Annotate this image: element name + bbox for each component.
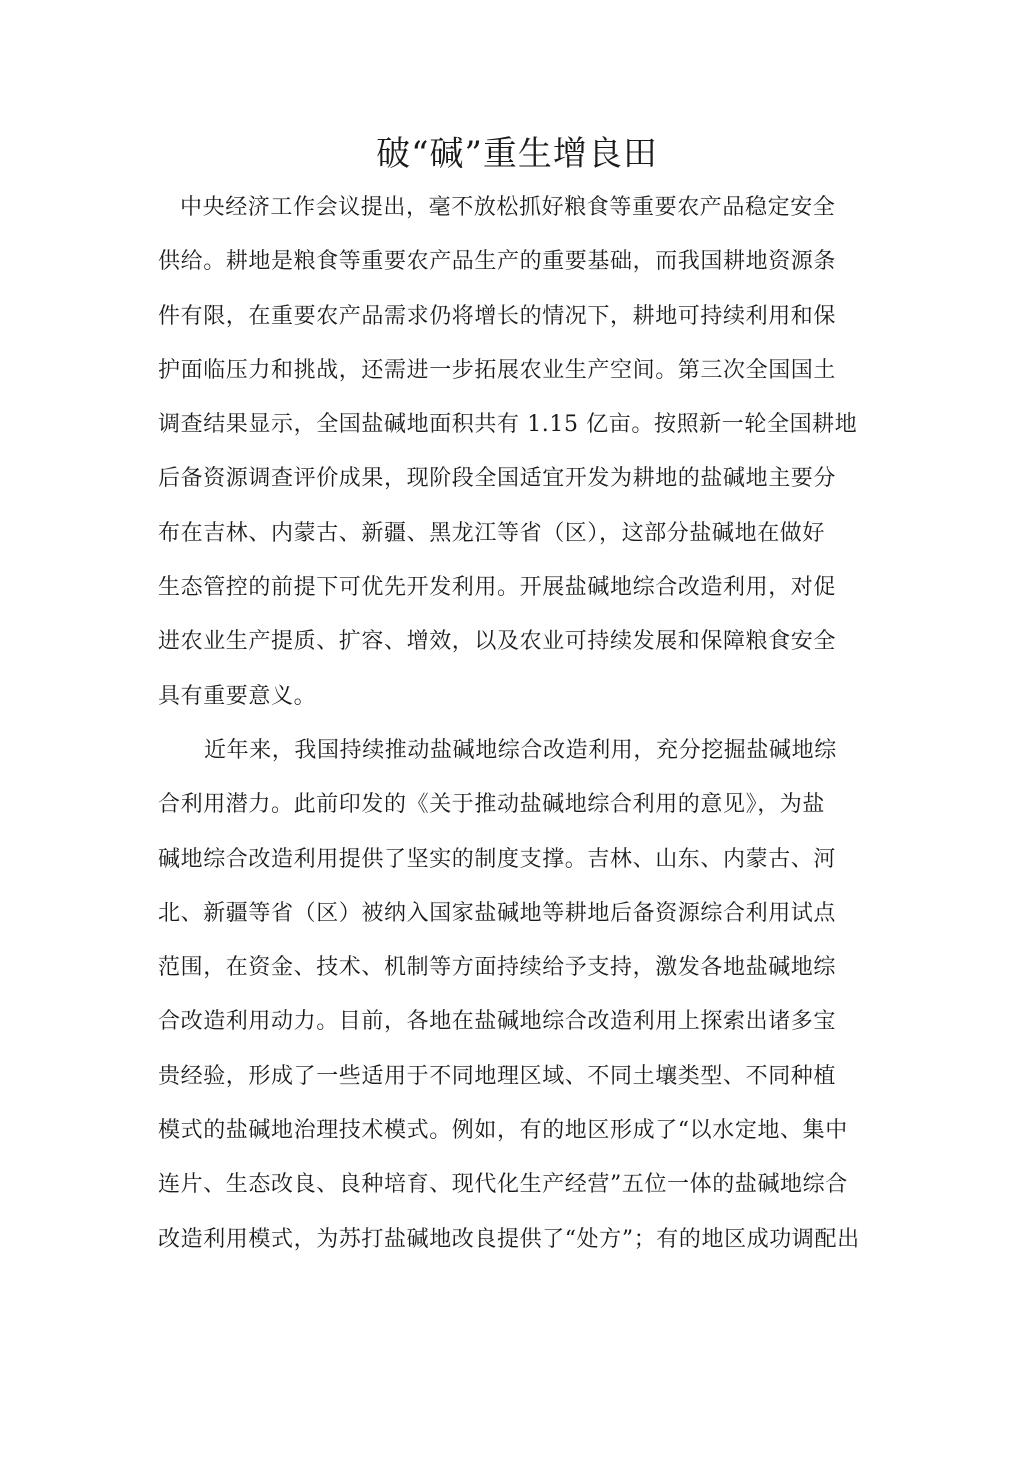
text-line: 近年来，我国持续推动盐碱地综合改造利用，充分挖掘盐碱地综 [204,737,837,763]
text-line: 中央经济工作会议提出，毫不放松抓好粮食等重要农产品稳定安全 [180,195,836,220]
text-line: 调查结果显示，全国盐碱地面积共有 1.15 亿亩。按照新一轮全国耕地 [158,412,858,438]
text-line: 具有重要意义。 [158,683,317,709]
paragraph-2 [158,724,878,1267]
text-line: 贵经验，形成了一些适用于不同地理区域、不同土壤类型、不同种植 [158,1063,837,1089]
text-line: 北、新疆等省（区）被纳入国家盐碱地等耕地后备资源综合利用试点 [158,900,837,926]
document-body [158,181,878,1267]
document-title: 破“碱”重生增良田 [376,134,658,174]
text-line: 件有限，在重要农产品需求仍将增长的情况下，耕地可持续利用和保 [158,303,837,329]
text-line: 改造利用模式，为苏打盐碱地改良提供了“处方”；有的地区成功调配出 [158,1226,860,1252]
text-line: 生态管控的前提下可优先开发利用。开展盐碱地综合改造利用，对促 [158,575,837,601]
paragraph-1 [158,181,878,724]
text-line: 布在吉林、内蒙古、新疆、黑龙江等省（区），这部分盐碱地在做好 [158,520,826,546]
text-line: 进农业生产提质、扩容、增效，以及农业可持续发展和保障粮食安全 [158,629,837,655]
text-line: 合利用潜力。此前印发的《关于推动盐碱地综合利用的意见》，为盐 [158,792,826,818]
text-line: 合改造利用动力。目前，各地在盐碱地综合改造利用上探索出诸多宝 [158,1009,837,1035]
text-line: 连片、生态改良、良种培育、现代化生产经营”五位一体的盐碱地综合 [158,1172,848,1198]
text-line: 模式的盐碱地治理技术模式。例如，有的地区形成了“以水定地、集中 [158,1118,848,1144]
text-line: 后备资源调查评价成果，现阶段全国适宜开发为耕地的盐碱地主要分 [158,466,837,492]
text-line: 供给。耕地是粮食等重要农产品生产的重要基础，而我国耕地资源条 [158,249,837,275]
text-line: 碱地综合改造利用提供了坚实的制度支撑。吉林、山东、内蒙古、河 [158,846,837,872]
text-line: 护面临压力和挑战，还需进一步拓展农业生产空间。第三次全国国土 [158,357,837,383]
text-line: 范围，在资金、技术、机制等方面持续给予支持，激发各地盐碱地综 [158,955,837,981]
